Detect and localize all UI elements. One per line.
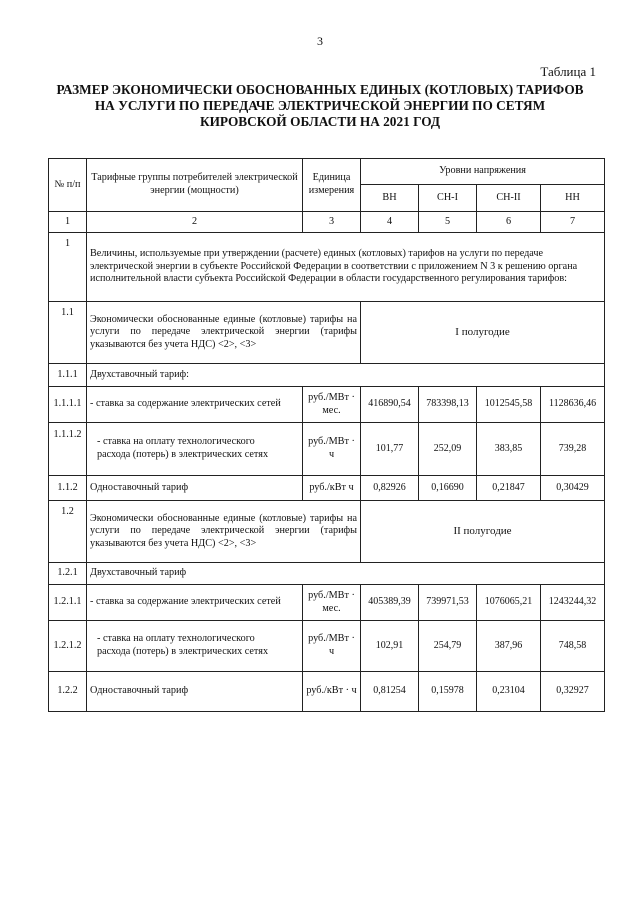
value-sn2: 0,23104 <box>477 672 541 712</box>
row-text: Двухставочный тариф <box>87 563 605 585</box>
header-levels: Уровни напряжения <box>361 159 605 185</box>
value-nn: 739,28 <box>541 423 605 476</box>
level-sn1: СН-I <box>419 185 477 212</box>
header-groups: Тарифные группы потребителей электрической энергии (мощности) <box>87 159 303 212</box>
row-text: - ставка за содержание электрических сетей <box>87 585 303 621</box>
value-nn: 748,58 <box>541 621 605 672</box>
level-vn: ВН <box>361 185 419 212</box>
value-sn1: 739971,53 <box>419 585 477 621</box>
title-line: КИРОВСКОЙ ОБЛАСТИ НА 2021 ГОД <box>199 114 441 129</box>
table-row <box>49 423 605 476</box>
row-text: Одноставочный тариф <box>87 672 303 712</box>
level-sn2: СН-II <box>477 185 541 212</box>
table-row <box>49 233 605 302</box>
value-sn1: 0,16690 <box>419 476 477 501</box>
row-num: 1.1.2 <box>49 476 87 501</box>
value-sn2: 387,96 <box>477 621 541 672</box>
tariff-table <box>48 158 605 712</box>
value-nn: 1243244,32 <box>541 585 605 621</box>
column-numbers-row <box>49 212 605 233</box>
row-num: 1.2.2 <box>49 672 87 712</box>
col-number: 2 <box>87 212 303 233</box>
row-num: 1 <box>49 233 87 302</box>
value-sn1: 783398,13 <box>419 387 477 423</box>
value-nn: 0,32927 <box>541 672 605 712</box>
value-nn: 0,30429 <box>541 476 605 501</box>
table-row <box>49 501 605 563</box>
row-text: Одноставочный тариф <box>87 476 303 501</box>
row-num: 1.2.1.2 <box>49 621 87 672</box>
value-vn: 102,91 <box>361 621 419 672</box>
value-sn2: 1012545,58 <box>477 387 541 423</box>
col-number: 6 <box>477 212 541 233</box>
page-number: 3 <box>317 34 323 48</box>
row-unit: руб./кВт · ч <box>303 672 361 712</box>
row-num: 1.2.1.1 <box>49 585 87 621</box>
value-sn2: 1076065,21 <box>477 585 541 621</box>
row-num: 1.1 <box>49 302 87 364</box>
header-num: № п/п <box>49 159 87 212</box>
col-number: 5 <box>419 212 477 233</box>
row-unit: руб./МВт · мес. <box>303 585 361 621</box>
col-number: 3 <box>303 212 361 233</box>
row-num: 1.1.1.2 <box>49 423 87 476</box>
col-number: 1 <box>49 212 87 233</box>
table-row <box>49 672 605 712</box>
row-text: - ставка на оплату технологического расхода (потерь) в электрических сетях <box>87 621 303 672</box>
level-nn: НН <box>541 185 605 212</box>
value-vn: 0,81254 <box>361 672 419 712</box>
table-row <box>49 302 605 364</box>
table-row <box>49 364 605 387</box>
title-line: РАЗМЕР ЭКОНОМИЧЕСКИ ОБОСНОВАННЫХ ЕДИНЫХ (КОТЛОВЫХ) ТАРИФОВ <box>56 82 584 97</box>
row-text: - ставка за содержание электрических сетей <box>87 387 303 423</box>
table-row <box>49 476 605 501</box>
row-unit: руб./МВт · ч <box>303 423 361 476</box>
value-vn: 101,77 <box>361 423 419 476</box>
row-unit: руб./кВт ч <box>303 476 361 501</box>
col-number: 7 <box>541 212 605 233</box>
table-row <box>49 585 605 621</box>
value-sn1: 254,79 <box>419 621 477 672</box>
row-text: - ставка на оплату технологического расхода (потерь) в электрических сетях <box>87 423 303 476</box>
value-vn: 0,82926 <box>361 476 419 501</box>
value-vn: 416890,54 <box>361 387 419 423</box>
row-unit: руб./МВт · ч <box>303 621 361 672</box>
header-unit: Единица измерения <box>303 159 361 212</box>
row-unit: руб./МВт · мес. <box>303 387 361 423</box>
table-row <box>49 563 605 585</box>
value-sn1: 0,15978 <box>419 672 477 712</box>
row-text: Экономически обоснованные единые (котловые) тарифы на услуги по передаче электрической энергии (тарифы указываются без учета НДС) <2>, <3> <box>87 501 361 563</box>
row-num: 1.1.1 <box>49 364 87 387</box>
table-row <box>49 621 605 672</box>
document-title <box>40 82 600 130</box>
row-num: 1.2 <box>49 501 87 563</box>
value-sn1: 252,09 <box>419 423 477 476</box>
table-row <box>49 387 605 423</box>
row-text: Двухставочный тариф: <box>87 364 605 387</box>
row-num: 1.1.1.1 <box>49 387 87 423</box>
header-row <box>49 159 605 185</box>
row-text: Экономически обоснованные единые (котловые) тарифы на услуги по передаче электрической энергии (тарифы указываются без учета НДС) <2>, <3> <box>87 302 361 364</box>
period-label: I полугодие <box>361 302 605 364</box>
value-vn: 405389,39 <box>361 585 419 621</box>
col-number: 4 <box>361 212 419 233</box>
title-line: НА УСЛУГИ ПО ПЕРЕДАЧЕ ЭЛЕКТРИЧЕСКОЙ ЭНЕРГИИ ПО СЕТЯМ <box>94 98 546 113</box>
row-text: Величины, используемые при утверждении (расчете) единых (котловых) тарифов на услуги по передаче электрической энергии в субъекте Российской Федерации в соответствии с приложением N 3 к решению органа исполнительной власти субъекта Российской Федерации в области государственного регулирования тарифов: <box>87 233 605 302</box>
value-sn2: 383,85 <box>477 423 541 476</box>
value-nn: 1128636,46 <box>541 387 605 423</box>
value-sn2: 0,21847 <box>477 476 541 501</box>
period-label: II полугодие <box>361 501 605 563</box>
table-label: Таблица 1 <box>540 64 596 79</box>
row-num: 1.2.1 <box>49 563 87 585</box>
